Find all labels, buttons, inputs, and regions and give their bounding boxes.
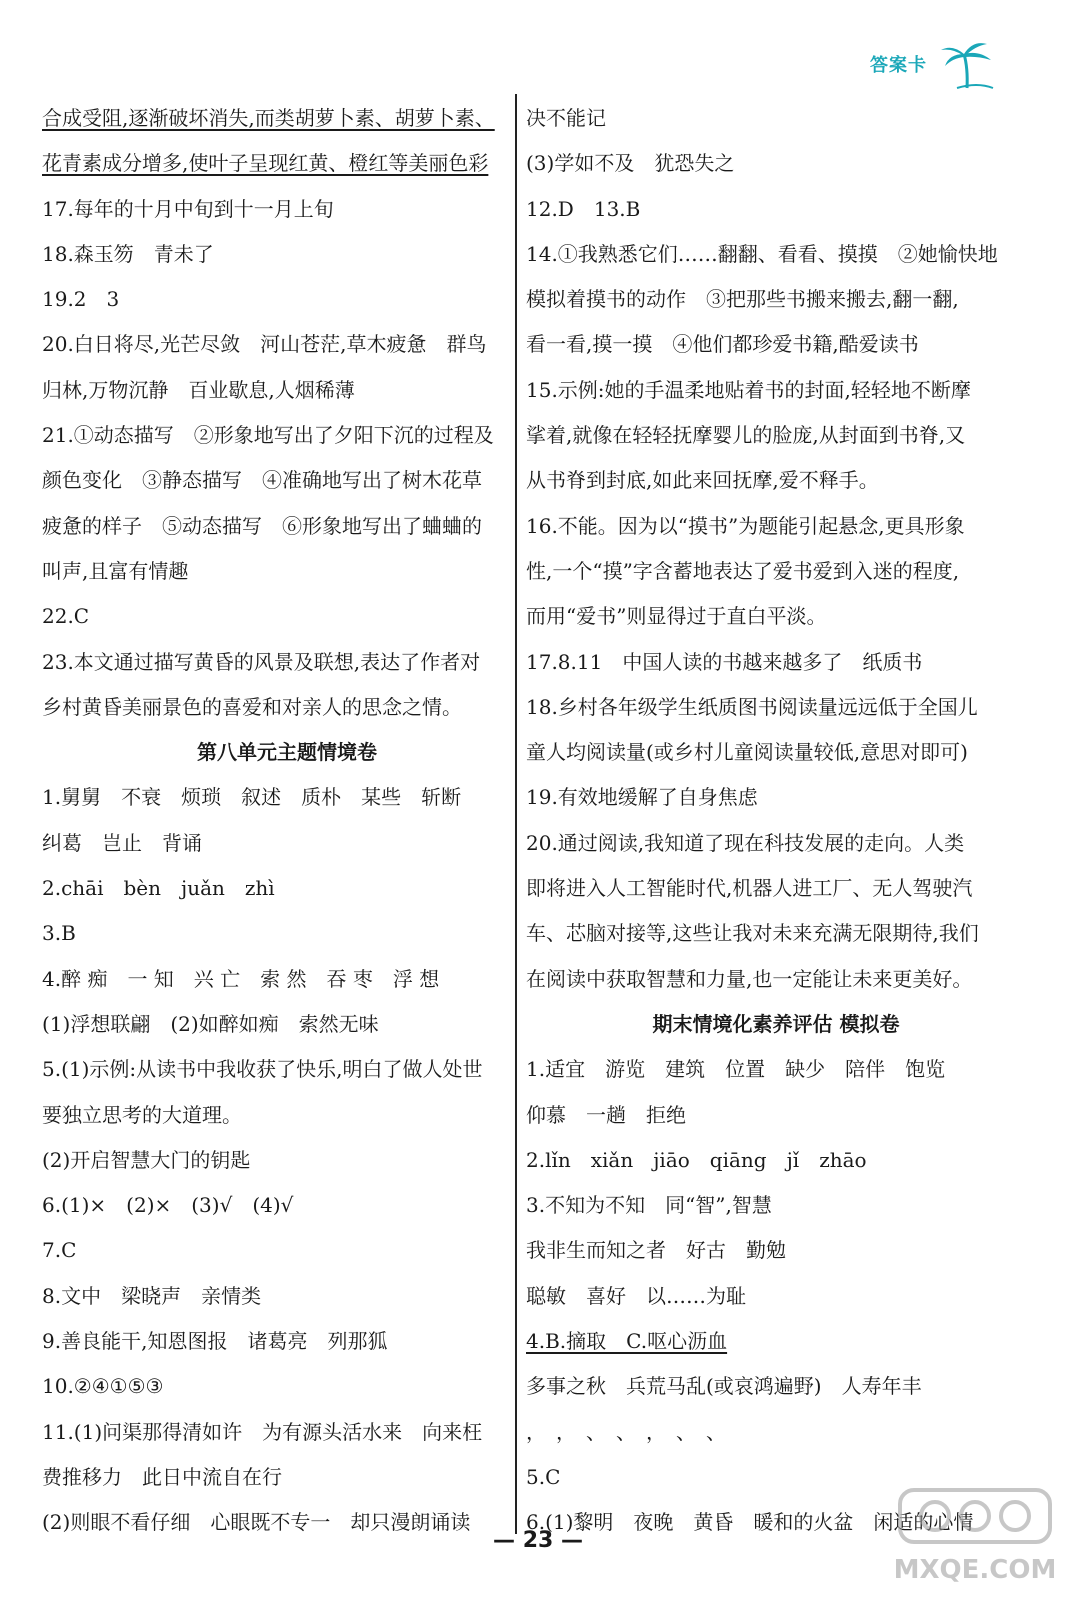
palm-tree-icon: [937, 38, 995, 90]
answer-line: 6.(1)黎明 夜晚 黄昏 暖和的火盆 闲适的心情: [526, 1510, 974, 1535]
answer-line: 多事之秋 兵荒马乱(或哀鸿遍野) 人寿年丰: [526, 1374, 922, 1399]
answer-line: 4.醉 痴 一 知 兴 亡 索 然 吞 枣 浮 想: [42, 966, 440, 991]
answer-line: 疲惫的样子 ⑤动态描写 ⑥形象地写出了蛐蛐的: [42, 513, 482, 538]
watermark-logo-icon: [880, 1480, 1070, 1590]
answer-line: 20.白日将尽,光芒尽敛 河山苍茫,草木疲惫 群鸟: [42, 332, 487, 357]
answer-line: 花青素成分增多,使叶子呈现红黄、橙红等美丽色彩: [42, 151, 489, 176]
answer-line: 23.本文通过描写黄昏的风景及联想,表达了作者对: [42, 649, 481, 674]
header-logo: [870, 38, 995, 90]
answer-line: 即将进入人工智能时代,机器人进工厂、无人驾驶汽: [526, 876, 973, 901]
section-title: 期末情境化素养评估 模拟卷: [652, 1011, 900, 1036]
answer-line: 12.D 13.B: [526, 196, 641, 221]
answer-line: 9.善良能干,知恩图报 诸葛亮 列那狐: [42, 1329, 388, 1354]
answer-line: 5.(1)示例:从读书中我收获了快乐,明白了做人处世: [42, 1057, 483, 1082]
answer-line: 要独立思考的大道理。: [42, 1102, 242, 1127]
page-number: — 23 —: [493, 1528, 583, 1553]
answer-line: 22.C: [42, 604, 90, 629]
answer-line: 乡村黄昏美丽景色的喜爱和对亲人的思念之情。: [42, 694, 462, 719]
answer-line: 车、芯脑对接等,这些让我对未来充满无限期待,我们: [526, 921, 979, 946]
answer-line: 纠葛 岂止 背诵: [42, 830, 202, 855]
section-title: 第八单元主题情境卷: [197, 740, 377, 765]
answer-line: ， ， 、 、 ， 、 、: [526, 1419, 726, 1444]
answer-line: 叫声,且富有情趣: [42, 558, 189, 583]
answer-line: 16.不能。因为以“摸书”为题能引起悬念,更具形象: [526, 513, 965, 538]
answer-line: 在阅读中获取智慧和力量,也一定能让未来更美好。: [526, 966, 973, 991]
answer-line: 19.2 3: [42, 287, 120, 312]
answer-line: 1.适宜 游览 建筑 位置 缺少 陪伴 饱览: [526, 1057, 946, 1082]
answer-line: 性,一个“摸”字含蓄地表达了爱书爱到入迷的程度,: [526, 558, 960, 583]
answer-line: 颜色变化 ③静态描写 ④准确地写出了树木花草: [42, 468, 482, 493]
answer-line: 3.不知为不知 同“智”,智慧: [526, 1193, 772, 1218]
answer-line: 8.文中 梁晓声 亲情类: [42, 1283, 262, 1308]
answer-line: 7.C: [42, 1238, 77, 1263]
answer-line: 合成受阻,逐渐破坏消失,而类胡萝卜素、胡萝卜素、: [42, 106, 495, 130]
answer-line: 4.B.摘取 C.呕心沥血: [526, 1329, 728, 1354]
answer-line: 我非生而知之者 好古 勤勉: [526, 1238, 786, 1263]
answer-line: 归林,万物沉静 百业歇息,人烟稀薄: [42, 377, 355, 402]
answer-line: 11.(1)问渠那得清如许 为有源头活水来 向来枉: [42, 1419, 483, 1444]
answer-line: 21.①动态描写 ②形象地写出了夕阳下沉的过程及: [42, 423, 494, 448]
answer-line: 17.8.11 中国人读的书越来越多了 纸质书: [526, 649, 923, 674]
left-column: [42, 96, 532, 1546]
right-column: [526, 96, 1026, 1546]
answer-line: 6.(1)× (2)× (3)√ (4)√: [42, 1193, 294, 1218]
answer-line: 3.B: [42, 921, 76, 946]
answer-line: 费推移力 此日中流自在行: [42, 1464, 282, 1489]
answer-line: 挲着,就像在轻轻抚摩婴儿的脸庞,从封面到书脊,又: [526, 423, 966, 448]
header-label: 答案卡: [870, 55, 927, 76]
answer-line: 10.②④①⑤③: [42, 1374, 164, 1399]
answer-line: 2.lǐn xiǎn jiāo qiāng jǐ zhāo: [526, 1147, 867, 1172]
answer-line: 聪敏 喜好 以……为耻: [526, 1283, 746, 1308]
answer-line: 决不能记: [526, 106, 606, 130]
answer-line: 18.森玉笏 青未了: [42, 241, 214, 266]
answer-line: 2.chāi bèn juǎn zhì: [42, 876, 275, 901]
answer-line: 20.通过阅读,我知道了现在科技发展的走向。人类: [526, 830, 965, 855]
answer-line: (2)开启智慧大门的钥匙: [42, 1147, 251, 1172]
answer-line: (1)浮想联翩 (2)如醉如痴 索然无味: [42, 1011, 379, 1036]
watermark-text: MXQE.COM: [893, 1555, 1057, 1585]
answer-line: 5.C: [526, 1464, 561, 1489]
answer-line: 17.每年的十月中旬到十一月上旬: [42, 196, 334, 221]
answer-line: 仰慕 一趟 拒绝: [526, 1102, 686, 1127]
answer-line: 18.乡村各年级学生纸质图书阅读量远远低于全国儿: [526, 694, 978, 719]
answer-line: 19.有效地缓解了自身焦虑: [526, 785, 758, 810]
answer-line: 从书脊到封底,如此来回抚摩,爱不释手。: [526, 468, 879, 493]
answer-line: 15.示例:她的手温柔地贴着书的封面,轻轻地不断摩: [526, 377, 971, 402]
answer-line: (3)学如不及 犹恐失之: [526, 151, 735, 176]
answer-line: 童人均阅读量(或乡村儿童阅读量较低,意思对即可): [526, 740, 968, 765]
answer-line: 而用“爱书”则显得过于直白平淡。: [526, 604, 827, 629]
answer-line: 14.①我熟悉它们……翻翻、看看、摸摸 ②她愉快地: [526, 241, 998, 266]
answer-line: 模拟着摸书的动作 ③把那些书搬来搬去,翻一翻,: [526, 287, 959, 312]
answer-line: 看一看,摸一摸 ④他们都珍爱书籍,酷爱读书: [526, 332, 919, 357]
answer-line: 1.舅舅 不衰 烦琐 叙述 质朴 某些 斩断: [42, 785, 462, 810]
answer-line: (2)则眼不看仔细 心眼既不专一 却只漫朗诵读: [42, 1510, 471, 1535]
